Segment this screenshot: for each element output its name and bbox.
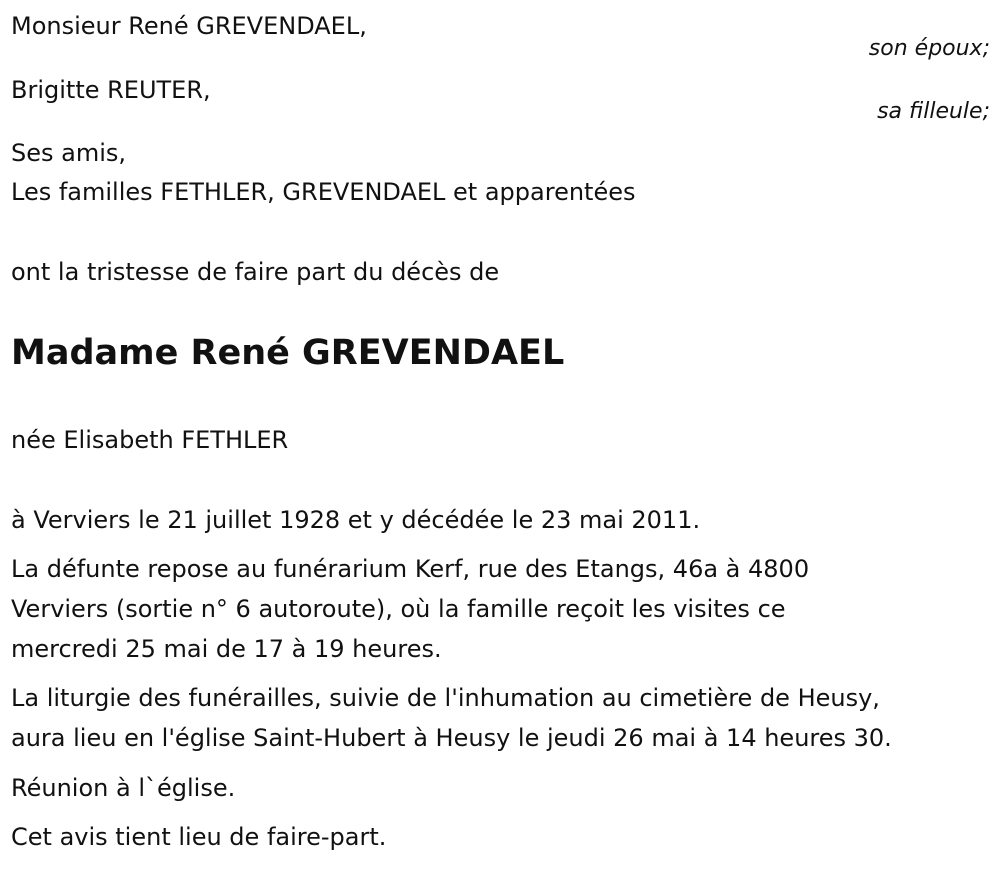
friends-line: Ses amis, bbox=[11, 139, 127, 167]
meeting-line: Réunion à l`église. bbox=[11, 774, 236, 802]
families-line: Les familles FETHLER, GREVENDAEL et apparentées bbox=[11, 178, 636, 206]
repose-line-3: mercredi 25 mai de 17 à 19 heures. bbox=[11, 635, 442, 663]
announcer-goddaughter-name: Brigitte REUTER, bbox=[11, 76, 211, 104]
repose-line-1: La défunte repose au funérarium Kerf, rue des Etangs, 46a à 4800 bbox=[11, 555, 810, 583]
intro-line: ont la tristesse de faire part du décès de bbox=[11, 258, 500, 286]
birth-death-dates: à Verviers le 21 juillet 1928 et y décédée le 23 mai 2011. bbox=[11, 506, 701, 534]
birth-name: née Elisabeth FETHLER bbox=[11, 426, 289, 454]
liturgy-line-1: La liturgie des funérailles, suivie de l'inhumation au cimetière de Heusy, bbox=[11, 684, 880, 712]
announcer-husband-relation: son époux; bbox=[868, 36, 990, 61]
announcer-goddaughter-relation: sa filleule; bbox=[877, 99, 990, 124]
repose-line-2: Verviers (sortie n° 6 autoroute), où la famille reçoit les visites ce bbox=[11, 595, 786, 623]
liturgy-line-2: aura lieu en l'église Saint-Hubert à Heusy le jeudi 26 mai à 14 heures 30. bbox=[11, 724, 892, 752]
announcer-husband-name: Monsieur René GREVENDAEL, bbox=[11, 12, 367, 40]
notice-line: Cet avis tient lieu de faire-part. bbox=[11, 823, 387, 851]
deceased-name: Madame René GREVENDAEL bbox=[11, 333, 565, 373]
